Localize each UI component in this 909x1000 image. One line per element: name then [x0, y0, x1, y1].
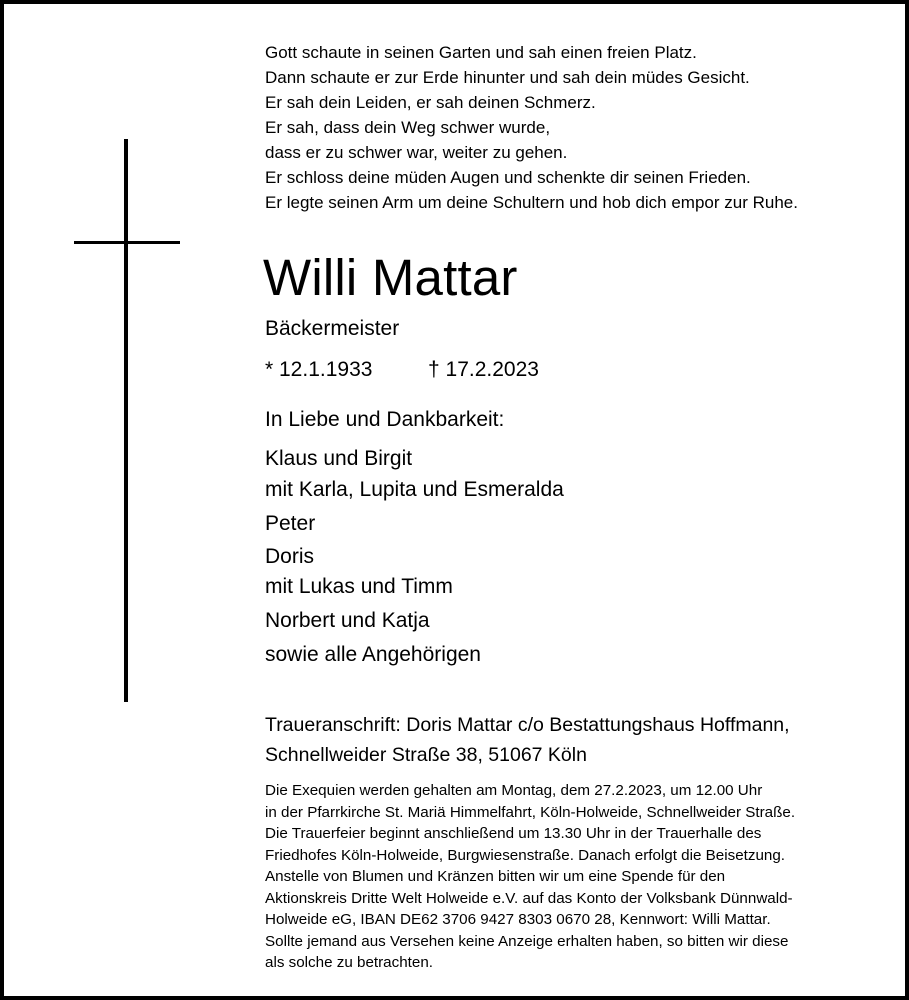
notice-line: Die Exequien werden gehalten am Montag, dem 27.2.2023, um 12.00 Uhr: [265, 782, 763, 799]
notice-line: Friedhofes Köln-Holweide, Burgwiesenstraße. Danach erfolgt die Beisetzung.: [265, 846, 786, 864]
mourner-line: mit Karla, Lupita und Esmeralda: [265, 478, 564, 501]
mourner-line: mit Lukas und Timm: [265, 575, 453, 598]
mourner-line: sowie alle Angehörigen: [265, 643, 481, 666]
poem-line: Gott schaute in seinen Garten und sah einen freien Platz.: [265, 43, 697, 62]
notice-line: Anstelle von Blumen und Kränzen bitten wir um eine Spende für den: [265, 868, 726, 885]
death-date: † 17.2.2023: [428, 358, 539, 381]
notice-line: als solche zu betrachten.: [265, 954, 434, 971]
poem: [265, 40, 798, 215]
notice-line: Sollte jemand aus Versehen keine Anzeige erhalten haben, so bitten wir diese: [265, 932, 789, 950]
deceased-profession: Bäckermeister: [265, 317, 400, 340]
notice-line: Die Trauerfeier beginnt anschließend um 13.30 Uhr in der Trauerhalle des: [265, 825, 762, 842]
notice-line: Holweide eG, IBAN DE62 3706 9427 8303 0670 28, Kennwort: Willi Mattar.: [265, 911, 771, 928]
mourning-address-line: Schnellweider Straße 38, 51067 Köln: [265, 744, 587, 766]
mourner-line: Peter: [265, 512, 316, 535]
poem-line: Er schloss deine müden Augen und schenkte dir seinen Frieden.: [265, 168, 751, 187]
poem-line: dass er zu schwer war, weiter zu gehen.: [265, 143, 568, 162]
poem-line: Er sah, dass dein Weg schwer wurde,: [265, 118, 551, 137]
poem-line: Er sah dein Leiden, er sah deinen Schmerz.: [265, 93, 596, 112]
notice-line: in der Pfarrkirche St. Mariä Himmelfahrt, Köln-Holweide, Schnellweider Straße.: [265, 803, 796, 821]
mourners-intro: In Liebe und Dankbarkeit:: [265, 408, 505, 431]
poem-line: Er legte seinen Arm um deine Schultern und hob dich empor zur Ruhe.: [265, 193, 798, 212]
mourning-address-line: Traueranschrift: Doris Mattar c/o Bestattungshaus Hoffmann,: [265, 714, 790, 736]
cross-icon-horizontal-bar: [74, 241, 180, 244]
mourner-line: Klaus und Birgit: [265, 447, 413, 470]
poem-line: Dann schaute er zur Erde hinunter und sah dein müdes Gesicht.: [265, 68, 750, 87]
notice-line: Aktionskreis Dritte Welt Holweide e.V. auf das Konto der Volksbank Dünnwald-: [265, 889, 793, 907]
cross-icon-vertical-bar: [124, 139, 128, 702]
birth-date: * 12.1.1933: [265, 358, 373, 381]
mourner-line: Doris: [265, 545, 315, 568]
mourner-line: Norbert und Katja: [265, 609, 430, 632]
deceased-name: Willi Mattar: [263, 249, 518, 306]
funeral-notice: [265, 780, 795, 974]
